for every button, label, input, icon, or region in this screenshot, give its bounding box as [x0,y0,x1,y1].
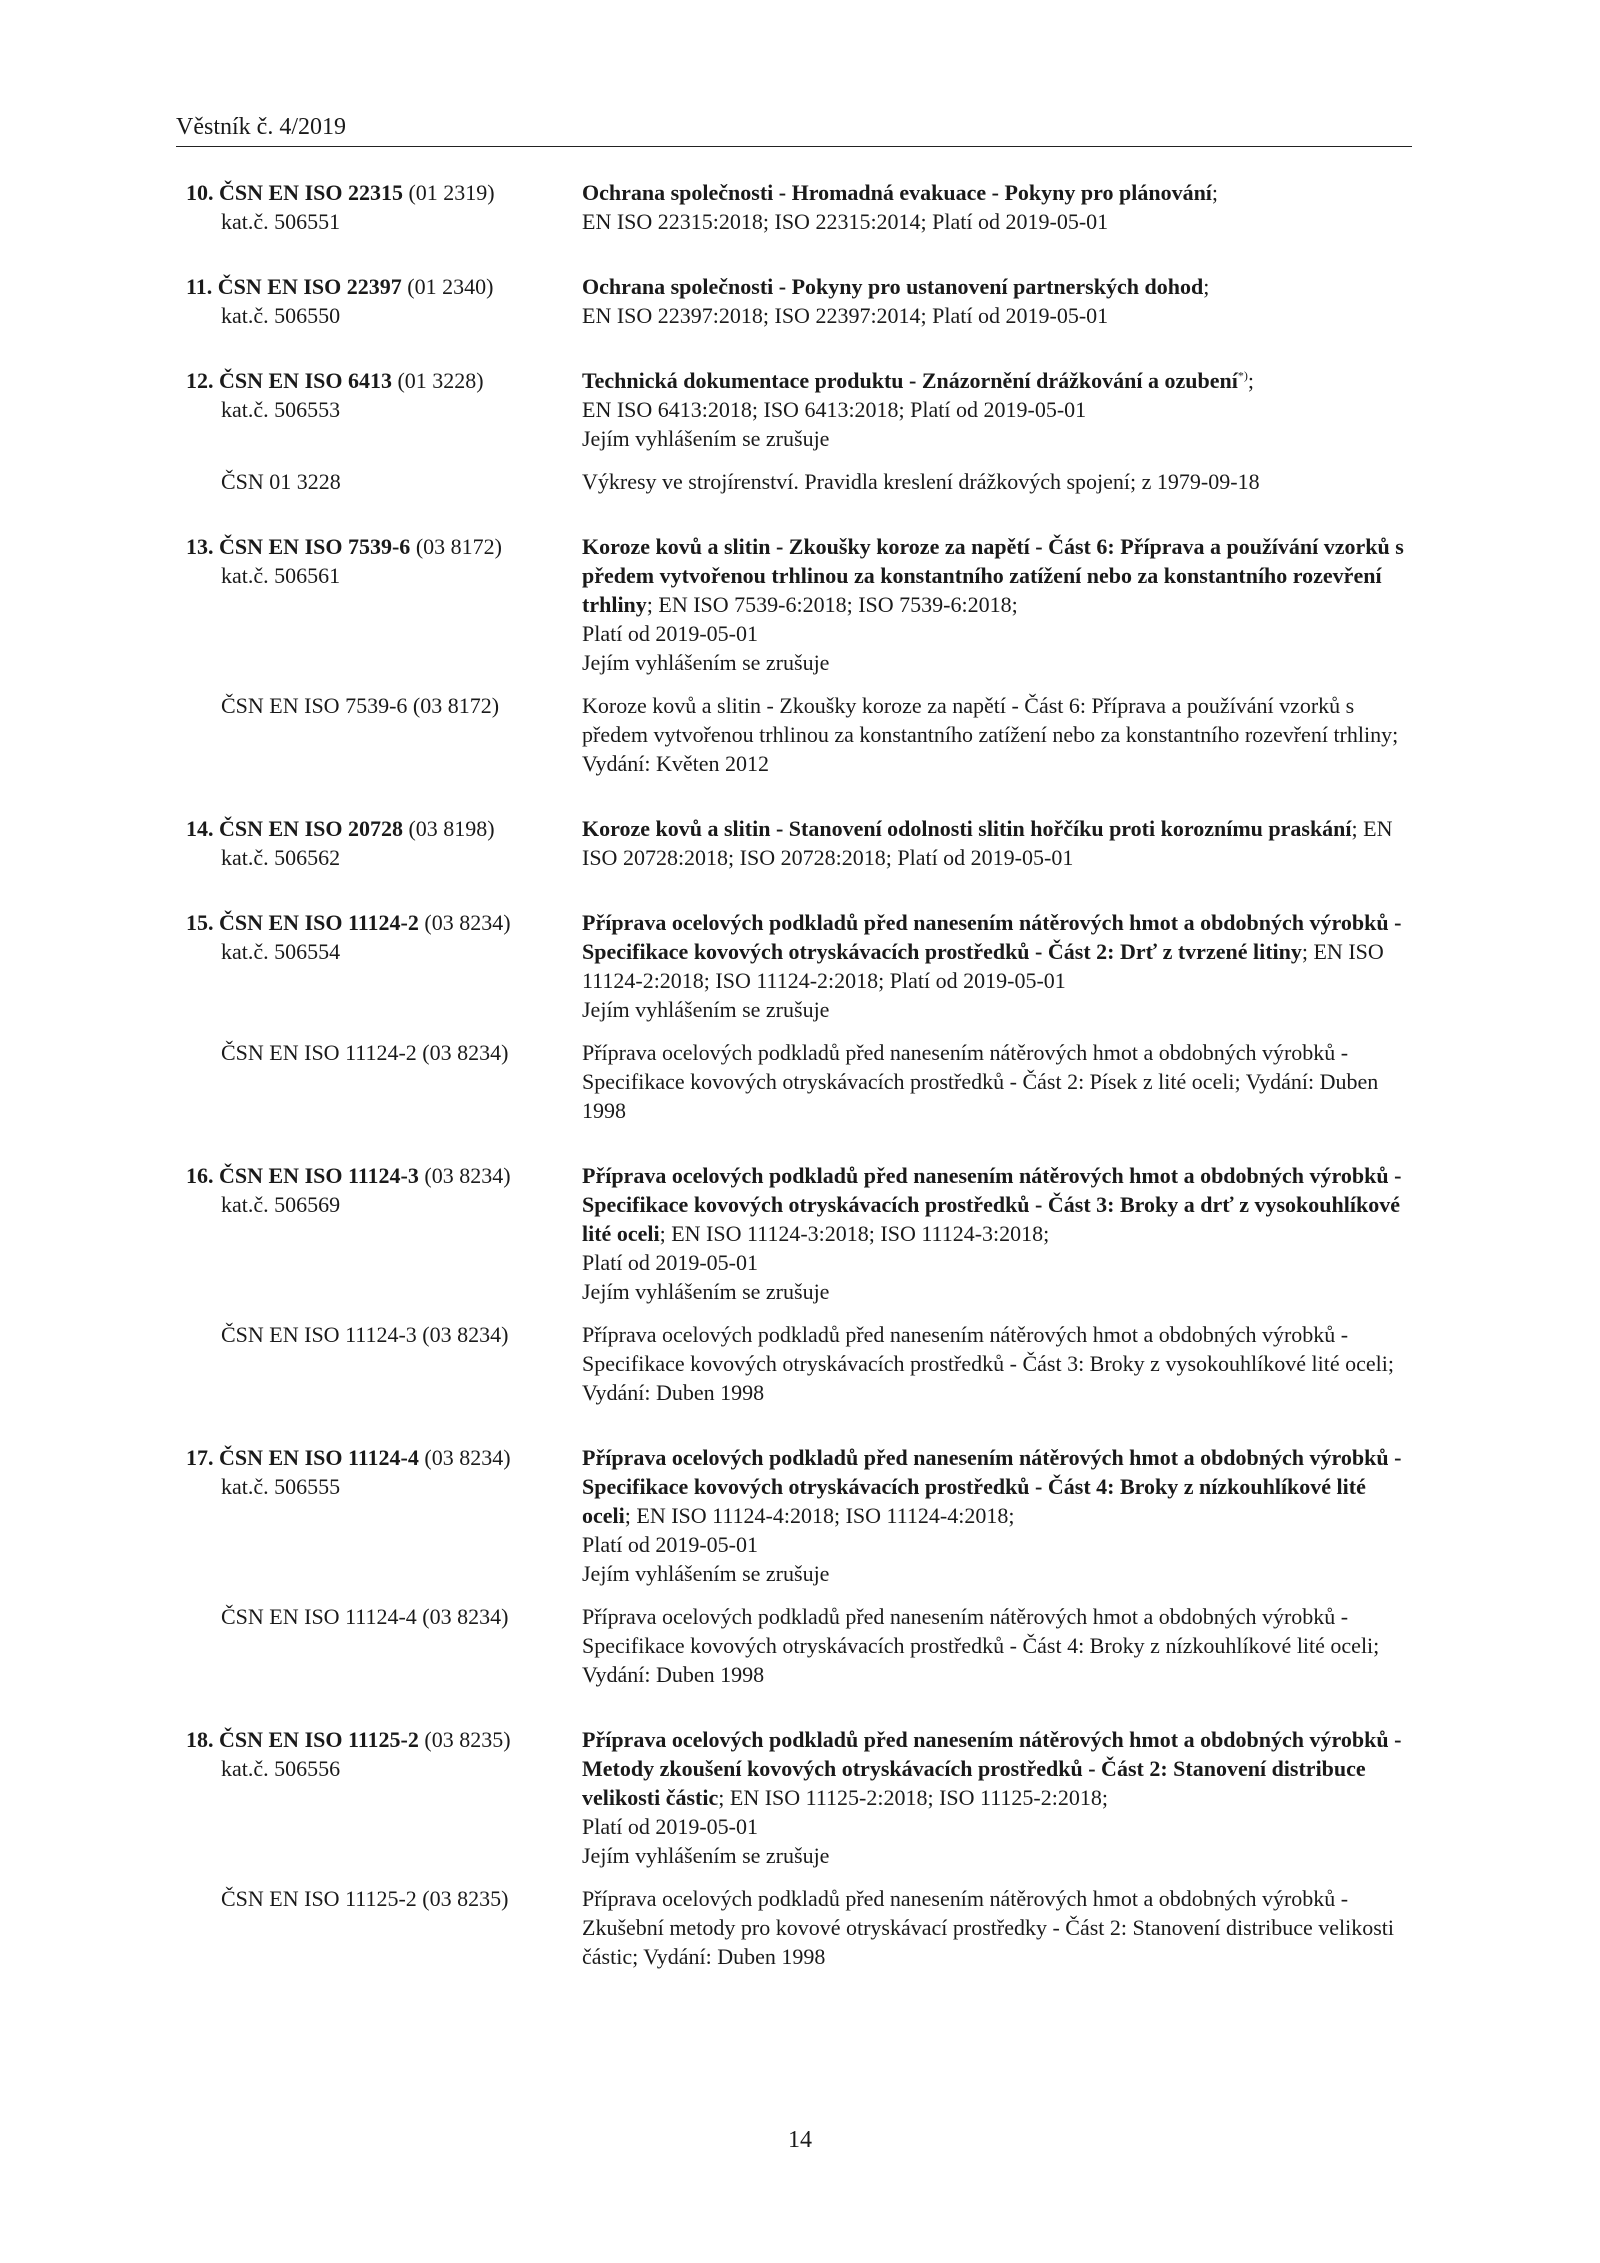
replaced-standard-code: ČSN EN ISO 11124-3 (03 8234) [221,1322,509,1347]
standard-designation [176,1443,582,1588]
standard-code: ČSN EN ISO 22397 [217,274,402,299]
standard-title-suffix: ; EN ISO 7539-6:2018; ISO 7539-6:2018; [646,592,1018,617]
catalog-number: kat.č. 506562 [221,845,341,870]
classification-code: (03 8198) [402,816,495,841]
replaced-standard-description: Příprava ocelových podkladů před nanesením nátěrových hmot a obdobných výrobků - Specifikace kovových otryskávacích prostředků - Část 2: Písek z lité oceli; Vydání: Duben 1998 [582,1040,1379,1123]
new-standard-row [176,272,1412,330]
replaced-standard-designation [176,467,582,496]
catalog-number: kat.č. 506569 [221,1192,341,1217]
description-line: Platí od 2019-05-01 [582,1250,758,1275]
standard-designation [176,1725,582,1870]
classification-code: (03 8235) [418,1727,511,1752]
standard-title: Příprava ocelových podkladů před nanesením nátěrových hmot a obdobných výrobků - Specifikace kovových otryskávacích prostředků - Část 4: Broky z nízkouhlíkové lité oceli [582,1445,1402,1528]
classification-code: (03 8234) [418,1163,511,1188]
new-standard-row [176,814,1412,872]
entry-number: 11. [186,274,213,299]
description-line: Jejím vyhlášením se zrušuje [582,650,830,675]
standard-code: ČSN EN ISO 20728 [219,816,403,841]
description-line: Jejím vyhlášením se zrušuje [582,1561,830,1586]
standard-entry [176,1725,1412,1971]
new-standard-row [176,1725,1412,1870]
classification-code: (01 2319) [402,180,495,205]
description-line: EN ISO 22315:2018; ISO 22315:2014; Platí od 2019-05-01 [582,209,1109,234]
standard-entry [176,366,1412,496]
standard-description [582,908,1412,1024]
replaced-standard-designation [176,691,582,778]
new-standard-row [176,366,1412,453]
entry-number: 10. [186,180,214,205]
standard-designation [176,1161,582,1306]
standard-code: ČSN EN ISO 11125-2 [219,1727,419,1752]
standard-entry [176,178,1412,236]
standard-code: ČSN EN ISO 22315 [219,180,403,205]
standard-title-suffix: ; [1203,274,1210,299]
standard-designation [176,814,582,872]
standard-title: Koroze kovů a slitin - Zkoušky koroze za napětí - Část 6: Příprava a používání vzorků s předem vytvořenou trhlinou za konstantního zatížení nebo za konstantního rozevření trhliny [582,534,1404,617]
standard-title: Příprava ocelových podkladů před nanesením nátěrových hmot a obdobných výrobků - Specifikace kovových otryskávacích prostředků - Část 2: Drť z tvrzené litiny [582,910,1402,964]
description-line: Platí od 2019-05-01 [582,621,758,646]
standard-code: ČSN EN ISO 11124-3 [219,1163,419,1188]
standard-title-suffix: ; EN ISO 20728:2018; ISO 20728:2018; Platí od 2019-05-01 [582,816,1393,870]
standard-title-suffix: ; EN ISO 11124-2:2018; ISO 11124-2:2018; Platí od 2019-05-01 [582,939,1384,993]
standard-code: ČSN EN ISO 7539-6 [219,534,411,559]
description-line: EN ISO 6413:2018; ISO 6413:2018; Platí od 2019-05-01 [582,397,1087,422]
replaced-standard-row [176,1884,1412,1971]
classification-code: (03 8172) [410,534,502,559]
replaced-standard-code: ČSN EN ISO 7539-6 (03 8172) [221,693,500,718]
description-line: Jejím vyhlášením se zrušuje [582,1279,830,1304]
description-line: Platí od 2019-05-01 [582,1532,758,1557]
standard-entry [176,1161,1412,1407]
catalog-number: kat.č. 506551 [221,209,341,234]
standard-title-suffix: ; [1211,180,1219,205]
classification-code: (03 8234) [418,1445,511,1470]
replaced-standard-code: ČSN EN ISO 11125-2 (03 8235) [221,1886,509,1911]
new-standard-row [176,908,1412,1024]
description-line: Jejím vyhlášením se zrušuje [582,1843,830,1868]
standard-designation [176,178,582,236]
new-standard-row [176,178,1412,236]
description-line: Jejím vyhlášením se zrušuje [582,426,830,451]
replaced-standard-designation [176,1038,582,1125]
standards-list [176,178,1412,2007]
entry-number: 18. [186,1727,214,1752]
standard-title-suffix: ; [1247,368,1254,393]
standard-description [582,1725,1412,1870]
standard-title: Technická dokumentace produktu - Znázornění drážkování a ozubení [582,368,1238,393]
catalog-number: kat.č. 506555 [221,1474,341,1499]
classification-code: (03 8234) [418,910,511,935]
classification-code: (01 3228) [391,368,484,393]
footnote-mark: *) [1237,368,1248,383]
new-standard-row [176,1161,1412,1306]
replaced-standard-row [176,1320,1412,1407]
replaced-standard-row [176,1038,1412,1125]
standard-designation [176,908,582,1024]
entry-number: 13. [186,534,214,559]
replaced-standard-designation [176,1884,582,1971]
replaced-standard-designation [176,1320,582,1407]
new-standard-row [176,1443,1412,1588]
standard-code: ČSN EN ISO 11124-2 [219,910,419,935]
standard-title-suffix: ; EN ISO 11124-3:2018; ISO 11124-3:2018; [659,1221,1050,1246]
standard-designation [176,532,582,677]
standard-code: ČSN EN ISO 11124-4 [219,1445,419,1470]
catalog-number: kat.č. 506561 [221,563,341,588]
entry-number: 17. [186,1445,214,1470]
entry-number: 12. [186,368,214,393]
standard-description [582,366,1412,453]
entry-number: 15. [186,910,214,935]
standard-description [582,1443,1412,1588]
replaced-standard-code: ČSN EN ISO 11124-4 (03 8234) [221,1604,509,1629]
catalog-number: kat.č. 506550 [221,303,341,328]
journal-header [176,112,1412,147]
standard-title: Příprava ocelových podkladů před nanesením nátěrových hmot a obdobných výrobků - Metody zkoušení kovových otryskávacích prostředků - Část 2: Stanovení distribuce velikosti částic [582,1727,1402,1810]
standard-description [582,1161,1412,1306]
replaced-standard-code: ČSN EN ISO 11124-2 (03 8234) [221,1040,509,1065]
description-line: Platí od 2019-05-01 [582,1814,758,1839]
classification-code: (01 2340) [401,274,494,299]
replaced-standard-description: Koroze kovů a slitin - Zkoušky koroze za napětí - Část 6: Příprava a používání vzorků s předem vytvořenou trhlinou za konstantního zatížení nebo za konstantního rozevření trhliny; Vydání: Květen 2012 [582,693,1399,776]
replaced-standard-designation [176,1602,582,1689]
standard-designation [176,272,582,330]
replaced-standard-row [176,1602,1412,1689]
standard-entry [176,1443,1412,1689]
standard-title: Koroze kovů a slitin - Stanovení odolnosti slitin hořčíku proti koroznímu praskání [582,816,1352,841]
replaced-standard-description: Příprava ocelových podkladů před nanesením nátěrových hmot a obdobných výrobků - Zkušební metody pro kovové otryskávací prostředky - Část 2: Stanovení distribuce velikosti částic; Vydání: Duben 1998 [582,1886,1395,1969]
replaced-standard-code: ČSN 01 3228 [221,469,341,494]
entry-number: 16. [186,1163,214,1188]
standard-code: ČSN EN ISO 6413 [219,368,392,393]
standard-title-suffix: ; EN ISO 11125-2:2018; ISO 11125-2:2018; [718,1785,1108,1810]
description-line: Jejím vyhlášením se zrušuje [582,997,830,1022]
catalog-number: kat.č. 506556 [221,1756,341,1781]
journal-title: Věstník č. 4/2019 [176,114,346,140]
replaced-standard-description: Výkresy ve strojírenství. Pravidla kreslení drážkových spojení; z 1979-09-18 [582,469,1260,494]
standard-entry [176,532,1412,778]
standard-entry [176,814,1412,872]
standard-entry [176,908,1412,1125]
standard-description [582,814,1412,872]
standard-title: Ochrana společnosti - Pokyny pro ustanovení partnerských dohod [582,274,1204,299]
replaced-standard-description: Příprava ocelových podkladů před nanesením nátěrových hmot a obdobných výrobků - Specifikace kovových otryskávacích prostředků - Část 4: Broky z nízkouhlíkové lité oceli; Vydání: Duben 1998 [582,1604,1380,1687]
new-standard-row [176,532,1412,677]
description-line: EN ISO 22397:2018; ISO 22397:2014; Platí od 2019-05-01 [582,303,1109,328]
replaced-standard-description: Příprava ocelových podkladů před nanesením nátěrových hmot a obdobných výrobků - Specifikace kovových otryskávacích prostředků - Část 3: Broky z vysokouhlíkové lité oceli; Vydání: Duben 1998 [582,1322,1394,1405]
entry-number: 14. [186,816,214,841]
replaced-standard-row [176,691,1412,778]
catalog-number: kat.č. 506553 [221,397,341,422]
standard-description [582,178,1412,236]
standard-designation [176,366,582,453]
standard-description [582,272,1412,330]
standard-entry [176,272,1412,330]
catalog-number: kat.č. 506554 [221,939,341,964]
replaced-standard-row [176,467,1412,496]
standard-title-suffix: ; EN ISO 11124-4:2018; ISO 11124-4:2018; [624,1503,1015,1528]
page-number: 14 [788,2127,812,2153]
standard-title: Příprava ocelových podkladů před nanesením nátěrových hmot a obdobných výrobků - Specifikace kovových otryskávacích prostředků - Část 3: Broky a drť z vysokouhlíkové lité oceli [582,1163,1402,1246]
standard-title: Ochrana společnosti - Hromadná evakuace - Pokyny pro plánování [582,180,1212,205]
standard-description [582,532,1412,677]
